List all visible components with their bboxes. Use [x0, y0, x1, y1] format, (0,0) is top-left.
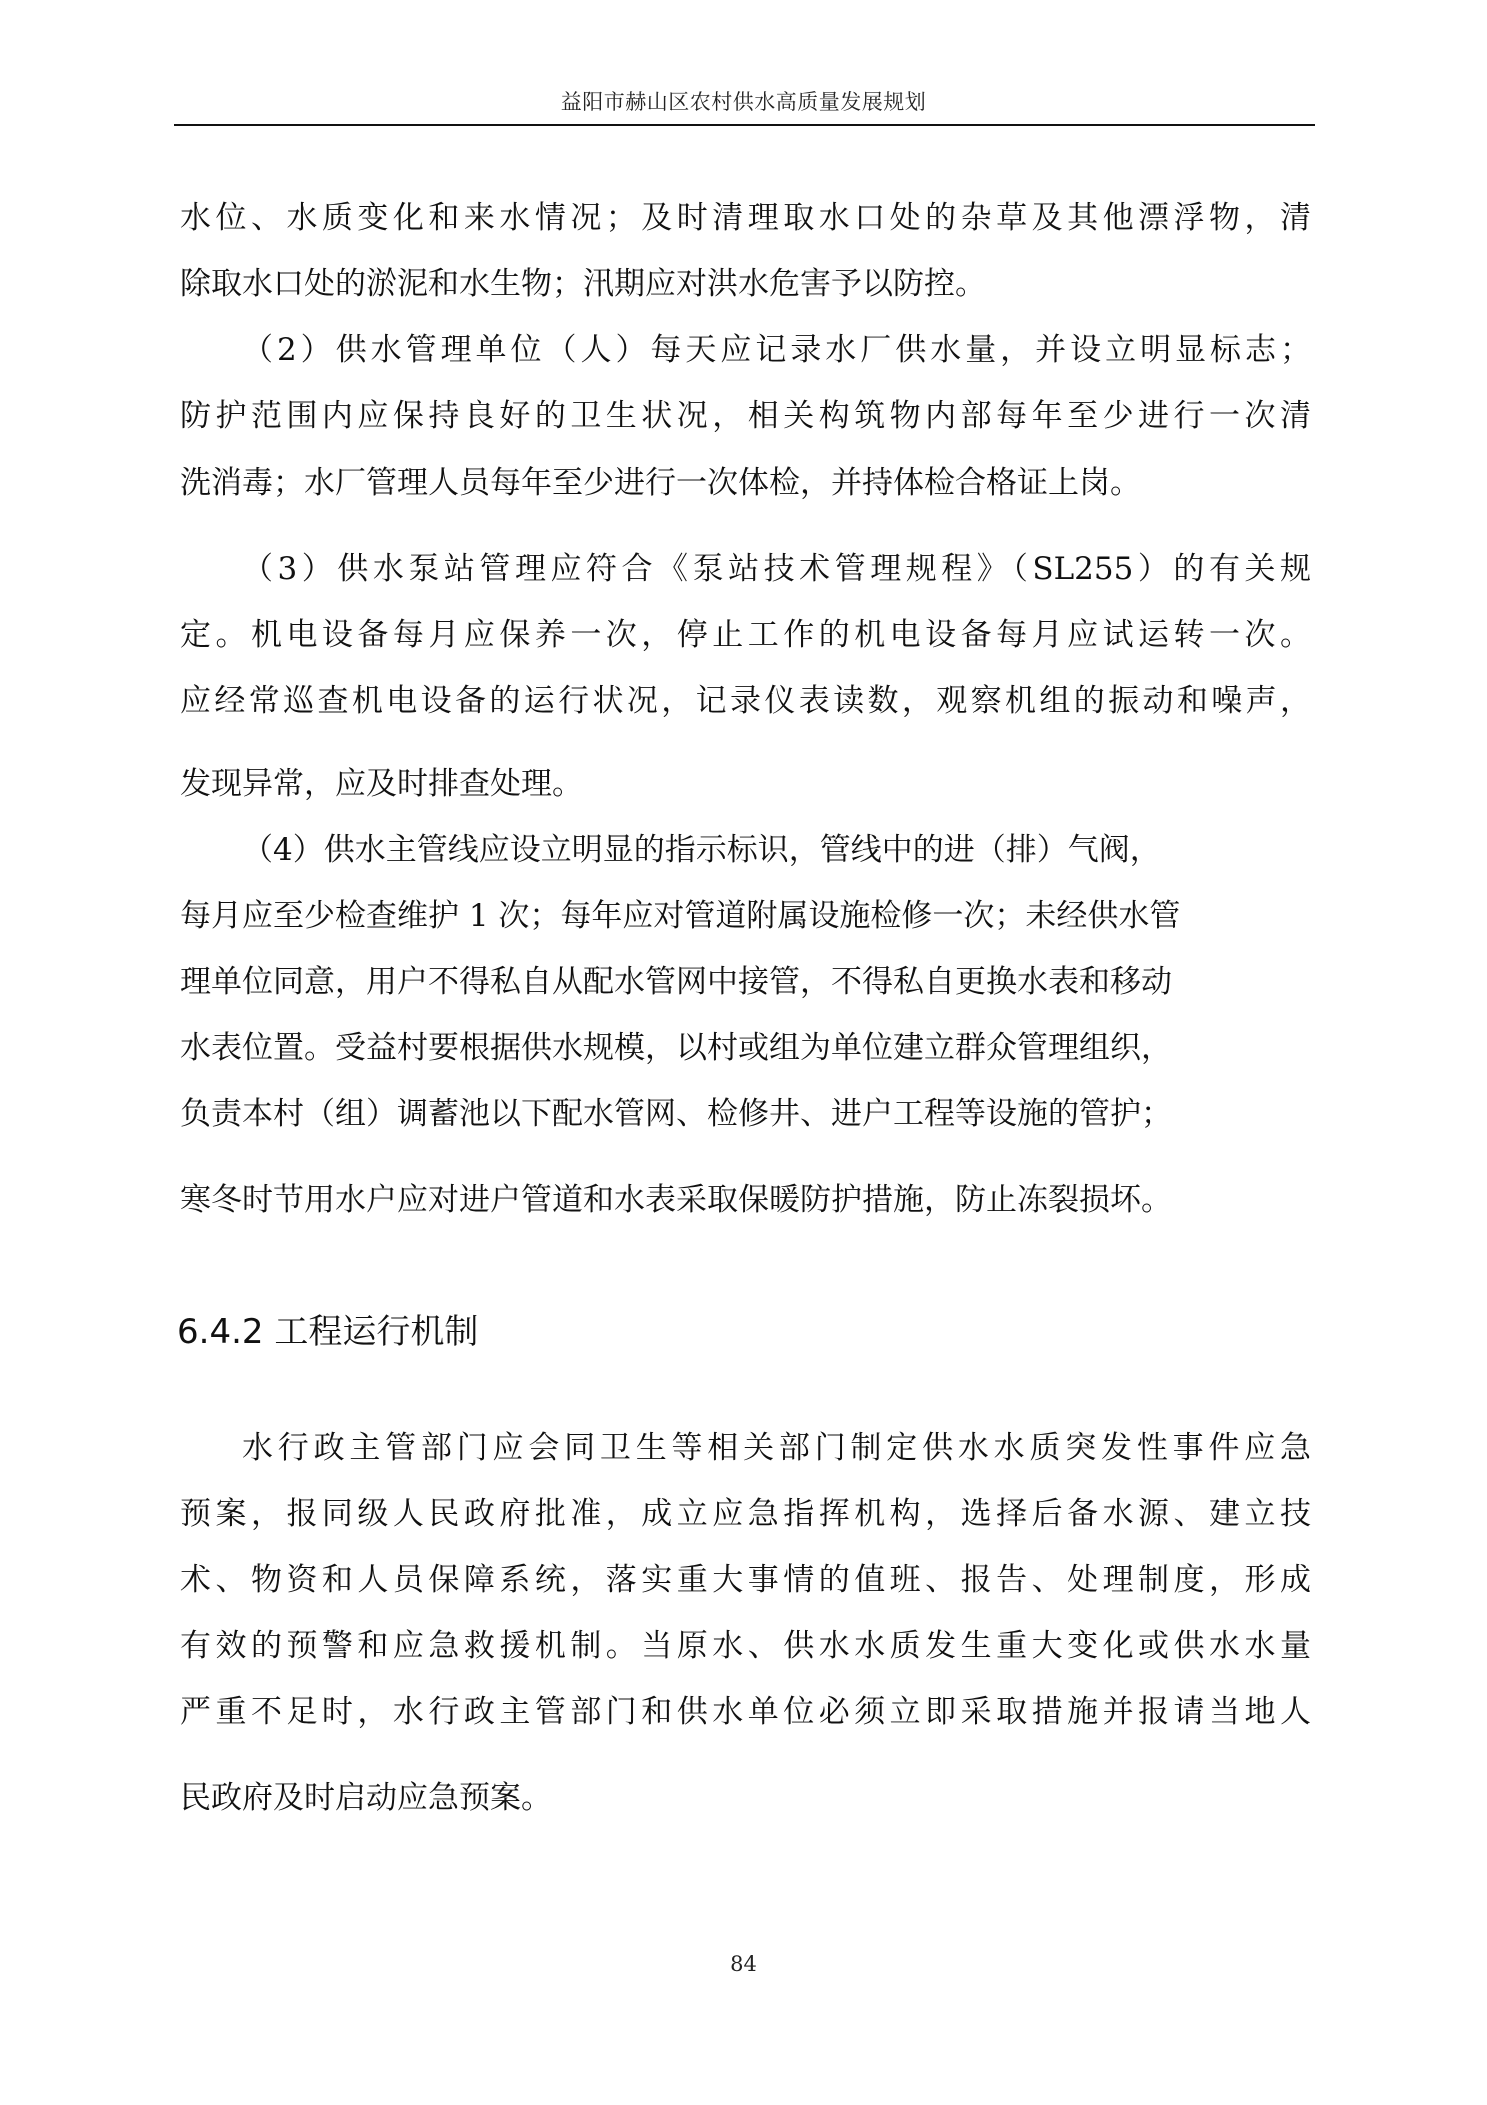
- body-line: （2）供水管理单位（人）每天应记录水厂供水量，并设立明显标志；: [242, 332, 1311, 368]
- body-line: 发现异常，应及时排查处理。: [180, 766, 583, 802]
- body-line: 每月应至少检查维护 1 次；每年应对管道附属设施检修一次；未经供水管: [180, 898, 1181, 934]
- section-body-line: 术、物资和人员保障系统，落实重大事情的值班、报告、处理制度，形成: [180, 1562, 1311, 1598]
- section-body-line: 预案，报同级人民政府批准，成立应急指挥机构，选择后备水源、建立技: [180, 1496, 1311, 1532]
- body-line: 洗消毒；水厂管理人员每年至少进行一次体检，并持体检合格证上岗。: [180, 465, 1141, 501]
- body-line: （3）供水泵站管理应符合《泵站技术管理规程》（SL255）的有关规: [242, 551, 1311, 587]
- body-line: 定。机电设备每月应保养一次，停止工作的机电设备每月应试运转一次。: [180, 617, 1311, 653]
- header-rule: [174, 124, 1315, 126]
- body-line: 防护范围内应保持良好的卫生状况，相关构筑物内部每年至少进行一次清: [180, 398, 1311, 434]
- page-number: 84: [730, 1952, 757, 1976]
- body-line: 理单位同意，用户不得私自从配水管网中接管，不得私自更换水表和移动: [180, 964, 1172, 1000]
- body-line: 负责本村（组）调蓄池以下配水管网、检修井、进户工程等设施的管护；: [180, 1096, 1172, 1132]
- section-body-line: 民政府及时启动应急预案。: [180, 1780, 552, 1816]
- section-body-line: 严重不足时，水行政主管部门和供水单位必须立即采取措施并报请当地人: [180, 1694, 1311, 1730]
- section-heading: [177, 1306, 478, 1358]
- section-body-line: 有效的预警和应急救援机制。当原水、供水水质发生重大变化或供水水量: [180, 1628, 1311, 1664]
- section-body-line: 水行政主管部门应会同卫生等相关部门制定供水水质突发性事件应急: [242, 1430, 1311, 1466]
- body-line: 除取水口处的淤泥和水生物；汛期应对洪水危害予以防控。: [180, 266, 986, 302]
- body-line: （4）供水主管线应设立明显的指示标识，管线中的进（排）气阀，: [242, 832, 1161, 868]
- body-line: 水位、水质变化和来水情况；及时清理取水口处的杂草及其他漂浮物，清: [180, 200, 1311, 236]
- body-line: 应经常巡查机电设备的运行状况，记录仪表读数，观察机组的振动和噪声，: [180, 683, 1311, 719]
- body-line: 寒冬时节用水户应对进户管道和水表采取保暖防护措施，防止冻裂损坏。: [180, 1182, 1172, 1218]
- running-header: 益阳市赫山区农村供水高质量发展规划: [560, 90, 927, 114]
- section-number: 6.4.2: [177, 1312, 264, 1352]
- body-line: 水表位置。受益村要根据供水规模，以村或组为单位建立群众管理组织，: [180, 1030, 1172, 1066]
- section-title: 工程运行机制: [274, 1312, 479, 1352]
